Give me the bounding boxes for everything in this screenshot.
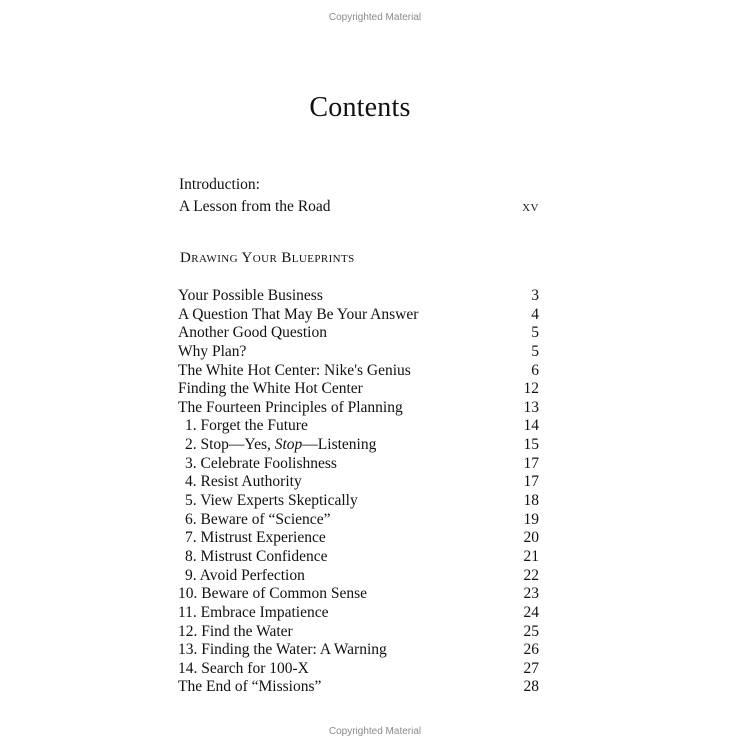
- toc-entry: [178, 604, 539, 623]
- toc-entry-page-number: 24: [523, 603, 539, 621]
- toc-entry-page-number: 17: [523, 454, 539, 472]
- toc-entry-page-number: 26: [523, 641, 539, 659]
- toc-entry: [178, 399, 539, 418]
- toc-entry: [178, 623, 539, 642]
- toc-entry-page-number: 14: [523, 417, 539, 435]
- toc-entry: [178, 362, 539, 381]
- toc-entry-title: 4. Resist Authority: [185, 473, 302, 491]
- toc-entry-title: 5. View Experts Skeptically: [185, 492, 358, 510]
- toc-entry-page-number: 15: [523, 436, 539, 454]
- toc-entry-page-number: 5: [531, 324, 539, 342]
- toc-entry-title: 7. Mistrust Experience: [185, 529, 326, 547]
- toc-entry-title: The Fourteen Principles of Planning: [178, 398, 403, 416]
- toc-entry-title: 14. Search for 100-X: [178, 659, 309, 677]
- toc-entry-title: The White Hot Center: Nike's Genius: [178, 361, 411, 379]
- toc-entry-title: 11. Embrace Impatience: [178, 603, 329, 621]
- toc-entry: [178, 585, 539, 604]
- toc-entry-title: Why Plan?: [178, 342, 247, 360]
- introduction-subtitle-row: [179, 196, 539, 218]
- toc-entry-page-number: 25: [523, 622, 539, 640]
- introduction-page-number: xv: [522, 198, 539, 215]
- toc-entry-page-number: 28: [523, 678, 539, 696]
- toc-entry-page-number: 18: [523, 492, 539, 510]
- toc-entry: [178, 529, 539, 548]
- toc-entry: [178, 678, 539, 697]
- toc-entry: [178, 660, 539, 679]
- toc-entry-page-number: 3: [531, 287, 539, 304]
- toc-entry-page-number: 20: [523, 529, 539, 547]
- toc-entry-title-part: 2. Stop—Yes,: [185, 436, 275, 454]
- toc-entry: [178, 511, 539, 530]
- toc-entry-title: 12. Find the Water: [178, 622, 293, 640]
- toc-entry-page-number: 12: [523, 380, 539, 398]
- introduction-subtitle: A Lesson from the Road: [179, 198, 331, 215]
- toc-entry-page-number: 21: [523, 547, 539, 565]
- section-heading: Drawing Your Blueprints: [180, 250, 355, 266]
- introduction-heading: Introduction:: [179, 176, 260, 193]
- toc-entry-page-number: 4: [531, 305, 539, 323]
- toc-entry-page-number: 22: [523, 566, 539, 584]
- toc-entry-title: 1. Forget the Future: [185, 417, 308, 435]
- toc-entry-page-number: 27: [523, 659, 539, 677]
- toc-entry-title-part: —Listening: [302, 436, 377, 454]
- toc-entry: [178, 436, 539, 455]
- toc-entry-title: Finding the White Hot Center: [178, 380, 363, 398]
- toc-entry: [178, 473, 539, 492]
- toc-entry-page-number: 17: [523, 473, 539, 491]
- toc-entry-page-number: 23: [523, 585, 539, 603]
- toc-entry: [178, 287, 539, 306]
- toc-entry: [178, 567, 539, 586]
- watermark-bottom: Copyrighted Material: [328, 726, 422, 737]
- toc-entry-title: 8. Mistrust Confidence: [185, 547, 328, 565]
- toc-entry: [178, 343, 539, 362]
- toc-entry-page-number: 6: [531, 361, 539, 379]
- introduction-entry: [179, 174, 539, 218]
- toc-list: [178, 287, 539, 697]
- toc-entry-page-number: 13: [523, 398, 539, 416]
- toc-entry-title: 10. Beware of Common Sense: [178, 585, 367, 603]
- toc-entry-title: 13. Finding the Water: A Warning: [178, 641, 387, 659]
- toc-entry: [178, 492, 539, 511]
- toc-entry: [178, 455, 539, 474]
- toc-entry: [178, 306, 539, 325]
- toc-entry-title: A Question That May Be Your Answer: [178, 305, 419, 323]
- toc-entry: [178, 641, 539, 660]
- watermark-top: Copyrighted Material: [328, 12, 422, 23]
- toc-entry: [178, 380, 539, 399]
- page-title: Contents: [309, 92, 411, 123]
- toc-entry: [178, 324, 539, 343]
- toc-entry-page-number: 5: [531, 342, 539, 360]
- toc-entry-title: Another Good Question: [178, 324, 327, 342]
- toc-entry-title: 6. Beware of “Science”: [185, 510, 331, 528]
- toc-entry-title: The End of “Missions”: [178, 678, 322, 696]
- toc-entry: [178, 548, 539, 567]
- toc-entry-title-emphasis: Stop: [274, 436, 303, 454]
- toc-entry-title: [178, 436, 376, 455]
- toc-entry-title: 3. Celebrate Foolishness: [185, 454, 337, 472]
- toc-entry: [178, 417, 539, 436]
- toc-entry-title: 9. Avoid Perfection: [185, 566, 305, 584]
- toc-entry-title: Your Possible Business: [178, 287, 323, 304]
- introduction-heading-row: [179, 174, 539, 196]
- toc-entry-page-number: 19: [523, 510, 539, 528]
